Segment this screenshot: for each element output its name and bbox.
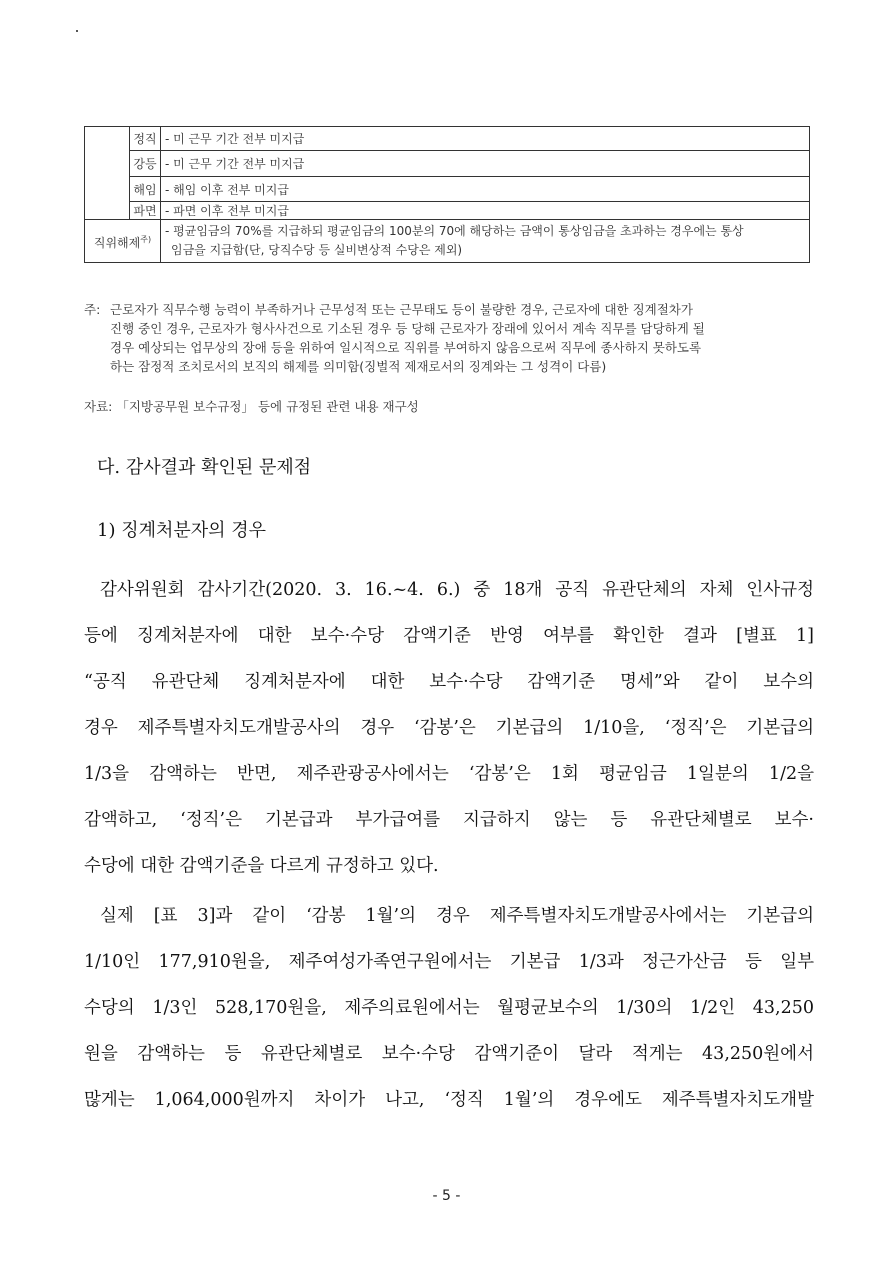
row-label: 파면 [130, 202, 161, 220]
row-content [161, 220, 810, 263]
paragraph-line: 1/3을 감액하는 반면, 제주관광공사에서는 ‘감봉’은 1회 평균임금 1일분의 1/2을 [84, 764, 814, 784]
row-label: 강등 [130, 151, 161, 177]
footnote-line: 진행 중인 경우, 근로자가 형사사건으로 기소된 경우 등 당해 근로자가 장래에 있어서 계속 직무를 담당하게 될 [110, 321, 705, 336]
paragraph-line: 수당에 대한 감액기준을 다르게 규정하고 있다. [84, 856, 439, 876]
disciplinary-pay-table [84, 126, 810, 263]
jikwi-line: - 평균임금의 70%를 지급하되 평균임금의 100분의 70에 해당하는 금액이 통상임금을 초과하는 경우에는 통상 [165, 224, 744, 238]
footnote-line: 주: 근로자가 직무수행 능력이 부족하거나 근무성적 또는 근무태도 등이 불량한 경우, 근로자에 대한 징계절차가 [84, 302, 693, 317]
row-label: 해임 [130, 177, 161, 202]
paragraph-line: “공직 유관단체 징계처분자에 대한 보수·수당 감액기준 명세”와 같이 보수의 [84, 672, 814, 692]
paragraph-line: 등에 징계처분자에 대한 보수·수당 감액기준 반영 여부를 확인한 결과 [별표 1] [84, 626, 814, 646]
scan-mark [76, 30, 78, 32]
paragraph-line: 수당의 1/3인 528,170원을, 제주의료원에서는 월평균보수의 1/30의 1/2인 43,250 [84, 998, 814, 1018]
row-label [85, 220, 161, 263]
source-note: 자료: 「지방공무원 보수규정」 등에 규정된 관련 내용 재구성 [84, 399, 419, 414]
paragraph-line: 실제 [표 3]과 같이 ‘감봉 1월’의 경우 제주특별자치도개발공사에서는 기본급의 [100, 906, 814, 926]
body-paragraph [84, 893, 814, 1123]
row-content: - 파면 이후 전부 미지급 [161, 202, 810, 220]
section-heading: 다. 감사결과 확인된 문제점 [97, 457, 312, 478]
row-content: - 미 근무 기간 전부 미지급 [161, 151, 810, 177]
paragraph-line: 감사위원회 감사기간(2020. 3. 16.~4. 6.) 중 18개 공직 유관단체의 자체 인사규정 [100, 580, 814, 600]
subsection-heading: 1) 징계처분자의 경우 [97, 520, 267, 541]
jikwi-label: 직위해제 [93, 235, 141, 250]
body-paragraph [84, 567, 814, 889]
table-row [85, 151, 810, 177]
footnote-line: 하는 잠정적 조치로서의 보직의 해제를 의미함(징벌적 제재로서의 징계와는 그 성격이 다름) [110, 359, 607, 374]
table-footnote [84, 300, 814, 376]
jikwi-line: 임금을 지급함(단, 당직수당 등 실비변상적 수당은 제외) [171, 243, 463, 257]
row-content: - 해임 이후 전부 미지급 [161, 177, 810, 202]
paragraph-line: 원을 감액하는 등 유관단체별로 보수·수당 감액기준이 달라 적게는 43,250원에서 [84, 1044, 814, 1064]
table-empty-cell [85, 127, 130, 220]
table-row [85, 127, 810, 151]
footnote-prefix: 주: [84, 302, 101, 317]
footnote-line: 경우 예상되는 업무상의 장애 등을 위하여 일시적으로 직위를 부여하지 않음으로써 직무에 종사하지 못하도록 [110, 340, 702, 355]
footnote-marker: 주) [140, 234, 152, 244]
page-number: - 5 - [432, 1188, 461, 1204]
table-row [85, 202, 810, 220]
paragraph-line: 많게는 1,064,000원까지 차이가 나고, ‘정직 1월’의 경우에도 제주특별자치도개발 [84, 1090, 814, 1110]
paragraph-line: 1/10인 177,910원을, 제주여성가족연구원에서는 기본급 1/3과 정근가산금 등 일부 [84, 952, 814, 972]
table-row [85, 177, 810, 202]
table-row [85, 220, 810, 263]
row-label: 정직 [130, 127, 161, 151]
row-content: - 미 근무 기간 전부 미지급 [161, 127, 810, 151]
paragraph-line: 감액하고, ‘정직’은 기본급과 부가급여를 지급하지 않는 등 유관단체별로 보수· [84, 810, 814, 830]
paragraph-line: 경우 제주특별자치도개발공사의 경우 ‘감봉’은 기본급의 1/10을, ‘정직’은 기본급의 [84, 718, 814, 738]
